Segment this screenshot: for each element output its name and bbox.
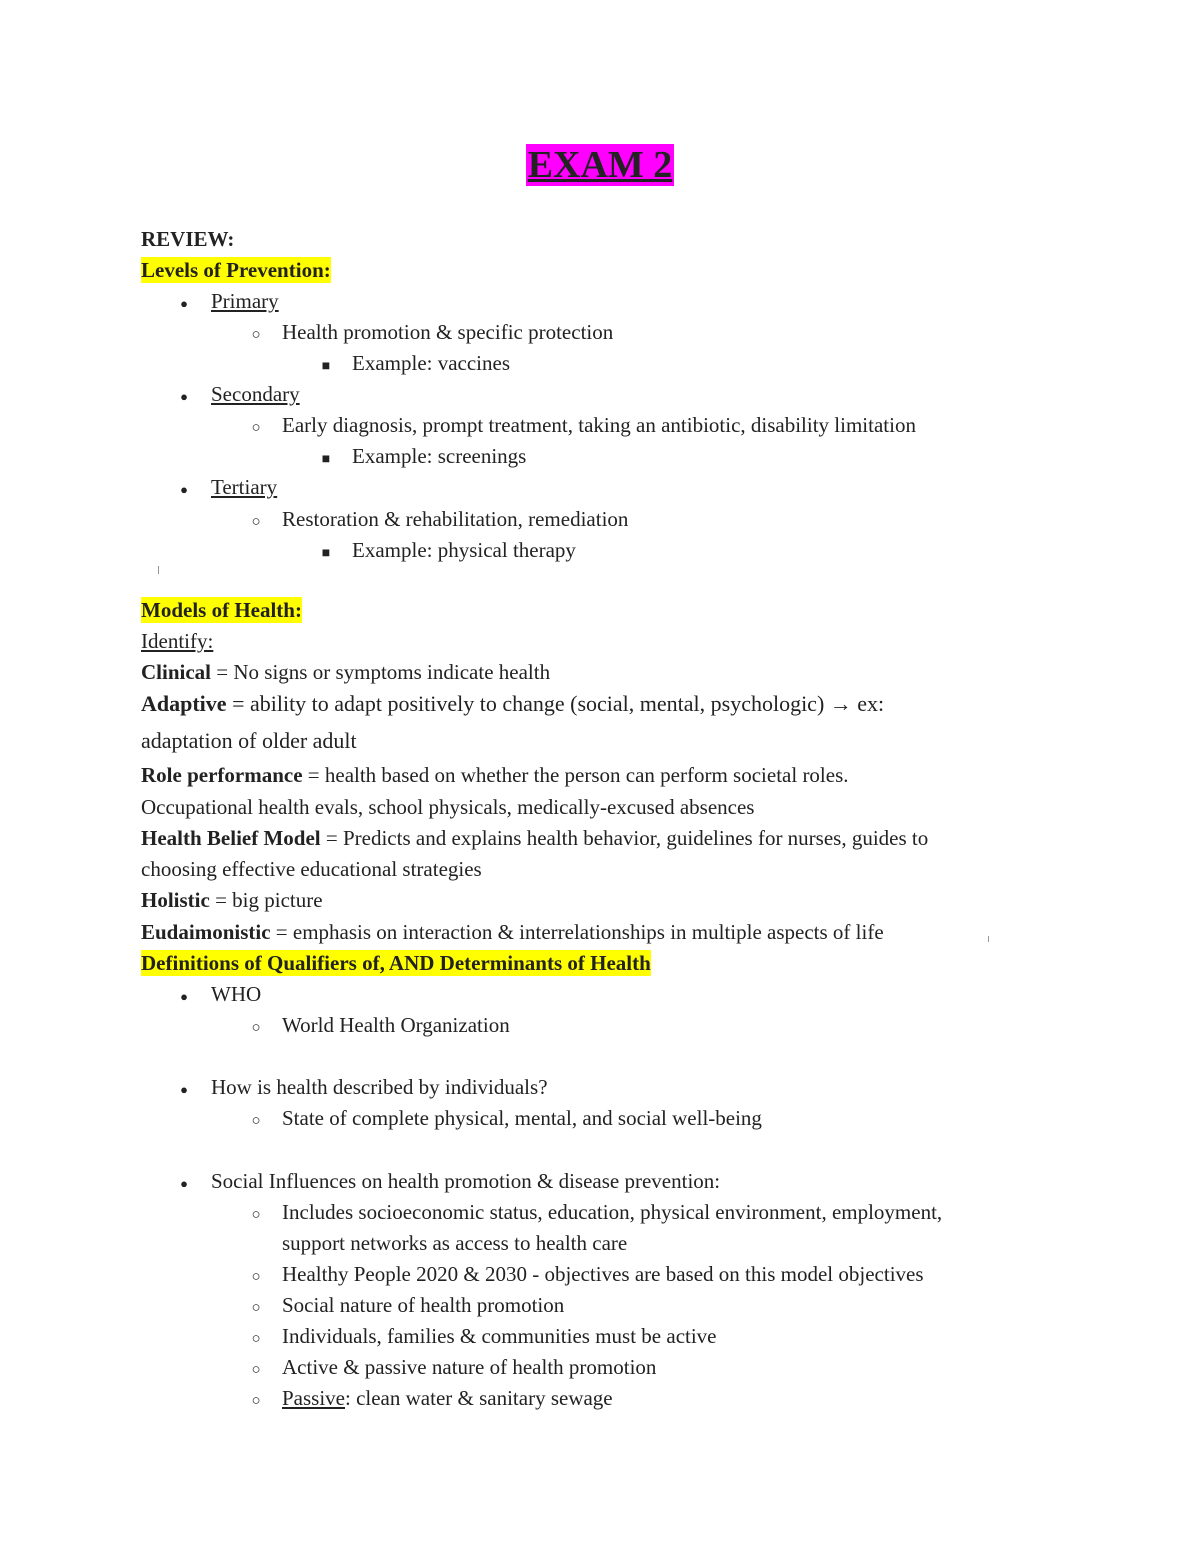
- secondary-label: Secondary: [211, 382, 300, 406]
- health-belief-model-term: Health Belief Model: [141, 826, 321, 850]
- definitions-heading: Definitions of Qualifiers of, AND Determinants of Health: [141, 951, 651, 975]
- identify-label: Identify:: [141, 629, 214, 653]
- list-item: Social nature of health promotion: [282, 1293, 565, 1317]
- list-item: Individuals, families & communities must be active: [282, 1324, 717, 1348]
- social-influences-label: Social Influences on health promotion & disease prevention:: [211, 1169, 721, 1193]
- bullet-square-icon: [314, 350, 338, 380]
- clinical-def: = No signs or symptoms indicate health: [211, 660, 551, 684]
- clinical-definition: [141, 659, 550, 685]
- models-of-health-heading: Models of Health:: [141, 598, 302, 622]
- bullet-disc-icon: [172, 1074, 196, 1103]
- list-item: Healthy People 2020 & 2030 - objectives are based on this model objectives: [282, 1262, 924, 1286]
- role-performance-def-continued: Occupational health evals, school physicals, medically-excused absences: [141, 795, 755, 819]
- bullet-disc-icon: [172, 474, 196, 503]
- page-title: EXAM 2: [527, 144, 673, 186]
- eudaimonistic-definition: [141, 919, 884, 945]
- bullet-square-icon: [314, 537, 338, 567]
- bullet-circle-icon: [244, 1385, 268, 1414]
- role-performance-definition: [141, 762, 849, 788]
- primary-label: Primary: [211, 289, 279, 313]
- bullet-circle-icon: [244, 506, 268, 535]
- bullet-circle-icon: [244, 1323, 268, 1352]
- holistic-definition: [141, 887, 323, 913]
- bullet-disc-icon: [172, 981, 196, 1010]
- bullet-disc-icon: [172, 1168, 196, 1197]
- health-belief-model-definition: [141, 825, 928, 851]
- list-item: Active & passive nature of health promotion: [282, 1355, 657, 1379]
- health-belief-model-def-continued: choosing effective educational strategies: [141, 857, 482, 881]
- eudaimonistic-term: Eudaimonistic: [141, 920, 271, 944]
- bullet-disc-icon: [172, 381, 196, 410]
- bullet-circle-icon: [244, 1105, 268, 1134]
- primary-example: Example: vaccines: [352, 351, 511, 375]
- adaptive-def: = ability to adapt positively to change (social, mental, psychologic) → ex:: [226, 691, 885, 716]
- passive-item: [282, 1385, 613, 1411]
- health-belief-model-def: = Predicts and explains health behavior, guidelines for nurses, guides to: [320, 826, 929, 850]
- bullet-circle-icon: [244, 1261, 268, 1290]
- primary-desc: Health promotion & specific protection: [282, 320, 614, 344]
- holistic-term: Holistic: [141, 888, 210, 912]
- bullet-circle-icon: [244, 1012, 268, 1041]
- holistic-def: = big picture: [209, 888, 323, 912]
- eudaimonistic-def: = emphasis on interaction & interrelationships in multiple aspects of life: [270, 920, 884, 944]
- health-described-sub: State of complete physical, mental, and social well-being: [282, 1106, 762, 1130]
- secondary-desc: Early diagnosis, prompt treatment, taking an antibiotic, disability limitation: [282, 413, 916, 437]
- list-item: Includes socioeconomic status, education, physical environment, employment,: [282, 1200, 943, 1224]
- bullet-circle-icon: [244, 319, 268, 348]
- tertiary-label: Tertiary: [211, 475, 278, 499]
- levels-of-prevention-heading: Levels of Prevention:: [141, 258, 331, 282]
- clinical-term: Clinical: [141, 660, 212, 684]
- bullet-square-icon: [314, 443, 338, 473]
- tertiary-example: Example: physical therapy: [352, 538, 576, 562]
- passive-term: Passive: [282, 1386, 345, 1410]
- cursor-mark: [158, 566, 159, 574]
- role-performance-def: = health based on whether the person can perform societal roles.: [302, 763, 849, 787]
- tertiary-desc: Restoration & rehabilitation, remediation: [282, 507, 629, 531]
- adaptive-term: Adaptive: [141, 691, 227, 716]
- adaptive-def-continued: adaptation of older adult: [141, 728, 357, 753]
- who-label: WHO: [211, 982, 262, 1006]
- bullet-circle-icon: [244, 412, 268, 441]
- bullet-disc-icon: [172, 288, 196, 317]
- review-label: REVIEW:: [141, 227, 235, 251]
- passive-def: : clean water & sanitary sewage: [345, 1386, 613, 1410]
- health-described-label: How is health described by individuals?: [211, 1075, 548, 1099]
- role-performance-term: Role performance: [141, 763, 303, 787]
- secondary-example: Example: screenings: [352, 444, 527, 468]
- bullet-circle-icon: [244, 1292, 268, 1321]
- adaptive-definition: [141, 691, 884, 717]
- who-sub: World Health Organization: [282, 1013, 510, 1037]
- bullet-circle-icon: [244, 1354, 268, 1383]
- list-item-continued: support networks as access to health care: [282, 1231, 628, 1255]
- bullet-circle-icon: [244, 1199, 268, 1228]
- cursor-mark: [988, 936, 989, 942]
